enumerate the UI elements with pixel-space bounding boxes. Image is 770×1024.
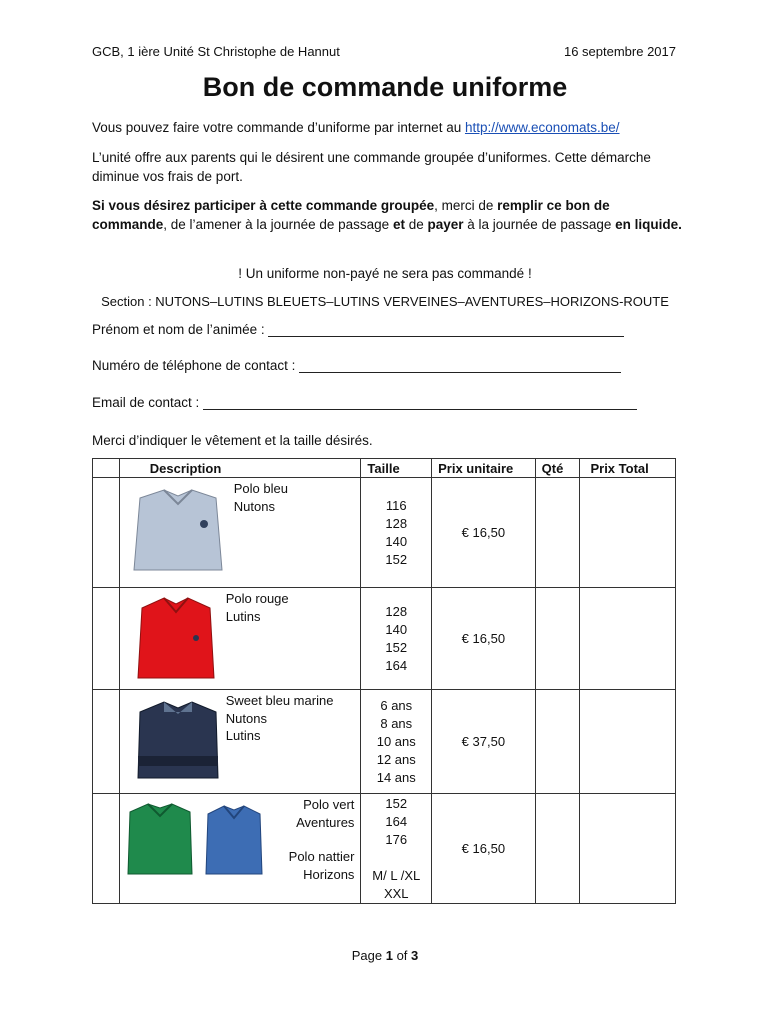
- phone-label: Numéro de téléphone de contact :: [92, 358, 300, 373]
- of-word: of: [392, 948, 412, 963]
- email-field[interactable]: [92, 395, 637, 410]
- desc-line: Polo bleu: [233, 481, 288, 496]
- desc-text-b: [289, 848, 355, 883]
- price-cell: € 16,50: [432, 794, 536, 904]
- desc-cell: [119, 588, 361, 690]
- size-spacer: [361, 849, 431, 867]
- size-value: 10 ans: [376, 733, 416, 749]
- name-line[interactable]: [268, 322, 624, 337]
- qty-cell[interactable]: [535, 588, 580, 690]
- size-value: 140: [385, 533, 408, 549]
- page-number: 1: [385, 948, 393, 963]
- instr-bold-5: et: [392, 217, 405, 232]
- size-cell: [361, 690, 432, 794]
- size-value: 152: [385, 639, 408, 655]
- internet-paragraph: [92, 118, 682, 137]
- size-value: 140: [385, 621, 408, 637]
- polo-vert-image: [126, 800, 194, 878]
- desc-text-a: [296, 796, 354, 831]
- desc-line: Horizons: [303, 866, 355, 882]
- polo-rouge-image: [134, 594, 218, 684]
- merci-text: Merci d’indiquer le vêtement et la taille désirés.: [92, 433, 373, 448]
- polo-bleu-image: [130, 484, 226, 580]
- instr-text-4: , de l’amener à la journée de passage: [163, 217, 393, 232]
- desc-cell: [119, 794, 361, 904]
- row-num-cell: [93, 794, 120, 904]
- instr-bold-3: remplir ce bon de commande: [92, 198, 610, 232]
- qty-cell[interactable]: [535, 478, 580, 588]
- polo-nattier-image: [204, 802, 264, 878]
- size-value: 164: [385, 813, 408, 829]
- unpaid-warning: ! Un uniforme non-payé ne sera pas commandé !: [238, 266, 532, 281]
- total-cell[interactable]: [580, 588, 676, 690]
- row-num-cell: [93, 690, 120, 794]
- table-row: [93, 690, 676, 794]
- size-value: 12 ans: [376, 751, 416, 767]
- instructions-paragraph: [92, 196, 682, 234]
- instr-bold-9: en liquide.: [615, 217, 682, 232]
- price-cell: € 37,50: [432, 690, 536, 794]
- page-word: Page: [351, 948, 386, 963]
- header-date: 16 septembre 2017: [563, 44, 676, 59]
- desc-cell: [119, 690, 361, 794]
- header-qte: Qté: [535, 459, 580, 478]
- desc-line: Polo nattier: [288, 849, 355, 864]
- header-prix-total: Prix Total: [580, 459, 676, 478]
- page-footer: [0, 948, 770, 963]
- size-value: 128: [385, 515, 408, 531]
- desc-line: Nutons: [233, 498, 275, 514]
- price-cell: € 16,50: [432, 478, 536, 588]
- desc-text: [226, 590, 289, 625]
- size-value: 128: [385, 603, 408, 619]
- table-row: [93, 588, 676, 690]
- table-header-row: [93, 459, 676, 478]
- header-taille: Taille: [361, 459, 432, 478]
- size-cell: [361, 588, 432, 690]
- instr-text-8: à la journée de passage: [463, 217, 616, 232]
- economats-link[interactable]: http://www.economats.be/: [464, 120, 620, 135]
- email-label: Email de contact :: [92, 395, 204, 410]
- desc-line: Polo vert: [303, 797, 355, 812]
- order-table: [92, 458, 676, 904]
- desc-line: Lutins: [225, 608, 261, 624]
- name-field[interactable]: [92, 322, 624, 337]
- desc-cell: [119, 478, 361, 588]
- size-value: 164: [385, 657, 408, 673]
- page-title: Bon de commande uniforme: [202, 72, 568, 102]
- groupee-paragraph: L’unité offre aux parents qui le désirent une commande groupée d’uniformes. Cette démarche diminue vos frais de port.: [92, 150, 651, 184]
- desc-text: [226, 692, 334, 745]
- size-value: 116: [385, 497, 407, 513]
- size-value: 152: [385, 795, 408, 811]
- desc-line: Lutins: [225, 728, 261, 743]
- total-cell[interactable]: [580, 794, 676, 904]
- total-cell[interactable]: [580, 478, 676, 588]
- instr-text-6: de: [404, 217, 428, 232]
- row-num-cell: [93, 588, 120, 690]
- size-value: 14 ans: [376, 769, 416, 785]
- desc-line: Nutons: [225, 710, 267, 726]
- size-cell: [361, 794, 432, 904]
- size-value: 8 ans: [380, 715, 413, 731]
- size-value: 176: [385, 831, 408, 847]
- size-value: 152: [385, 551, 408, 567]
- page-total: 3: [411, 948, 419, 963]
- size-value: M/ L /XL: [372, 867, 421, 883]
- internet-text: Vous pouvez faire votre commande d’uniforme par internet au: [92, 120, 465, 135]
- email-line[interactable]: [203, 395, 637, 410]
- size-cell: [361, 478, 432, 588]
- header-left: GCB, 1 ière Unité St Christophe de Hannut: [92, 44, 340, 59]
- phone-field[interactable]: [92, 358, 621, 373]
- size-value: 6 ans: [380, 697, 413, 713]
- desc-line: Polo rouge: [225, 591, 289, 606]
- instr-bold-1: Si vous désirez participer à cette commande groupée: [92, 198, 435, 213]
- sweet-bleu-marine-image: [134, 698, 222, 784]
- name-label: Prénom et nom de l’animée :: [92, 322, 269, 337]
- price-cell: € 16,50: [432, 588, 536, 690]
- size-value: XXL: [383, 885, 409, 901]
- instr-text-2: , merci de: [434, 198, 498, 213]
- header-num-cell: [93, 459, 120, 478]
- header-prix-unitaire: Prix unitaire: [432, 459, 536, 478]
- desc-text: [234, 480, 288, 515]
- desc-line: Sweet bleu marine: [225, 693, 334, 708]
- desc-line: Aventures: [296, 814, 355, 830]
- instr-bold-7: payer: [427, 217, 464, 232]
- row-num-cell: [93, 478, 120, 588]
- table-row: [93, 794, 676, 904]
- qty-cell[interactable]: [535, 794, 580, 904]
- phone-line[interactable]: [299, 358, 621, 373]
- section-list: Section : NUTONS–LUTINS BLEUETS–LUTINS VERVEINES–AVENTURES–HORIZONS-ROUTE: [101, 294, 669, 309]
- qty-cell[interactable]: [535, 690, 580, 794]
- table-row: [93, 478, 676, 588]
- total-cell[interactable]: [580, 690, 676, 794]
- header-description: Description: [119, 459, 361, 478]
